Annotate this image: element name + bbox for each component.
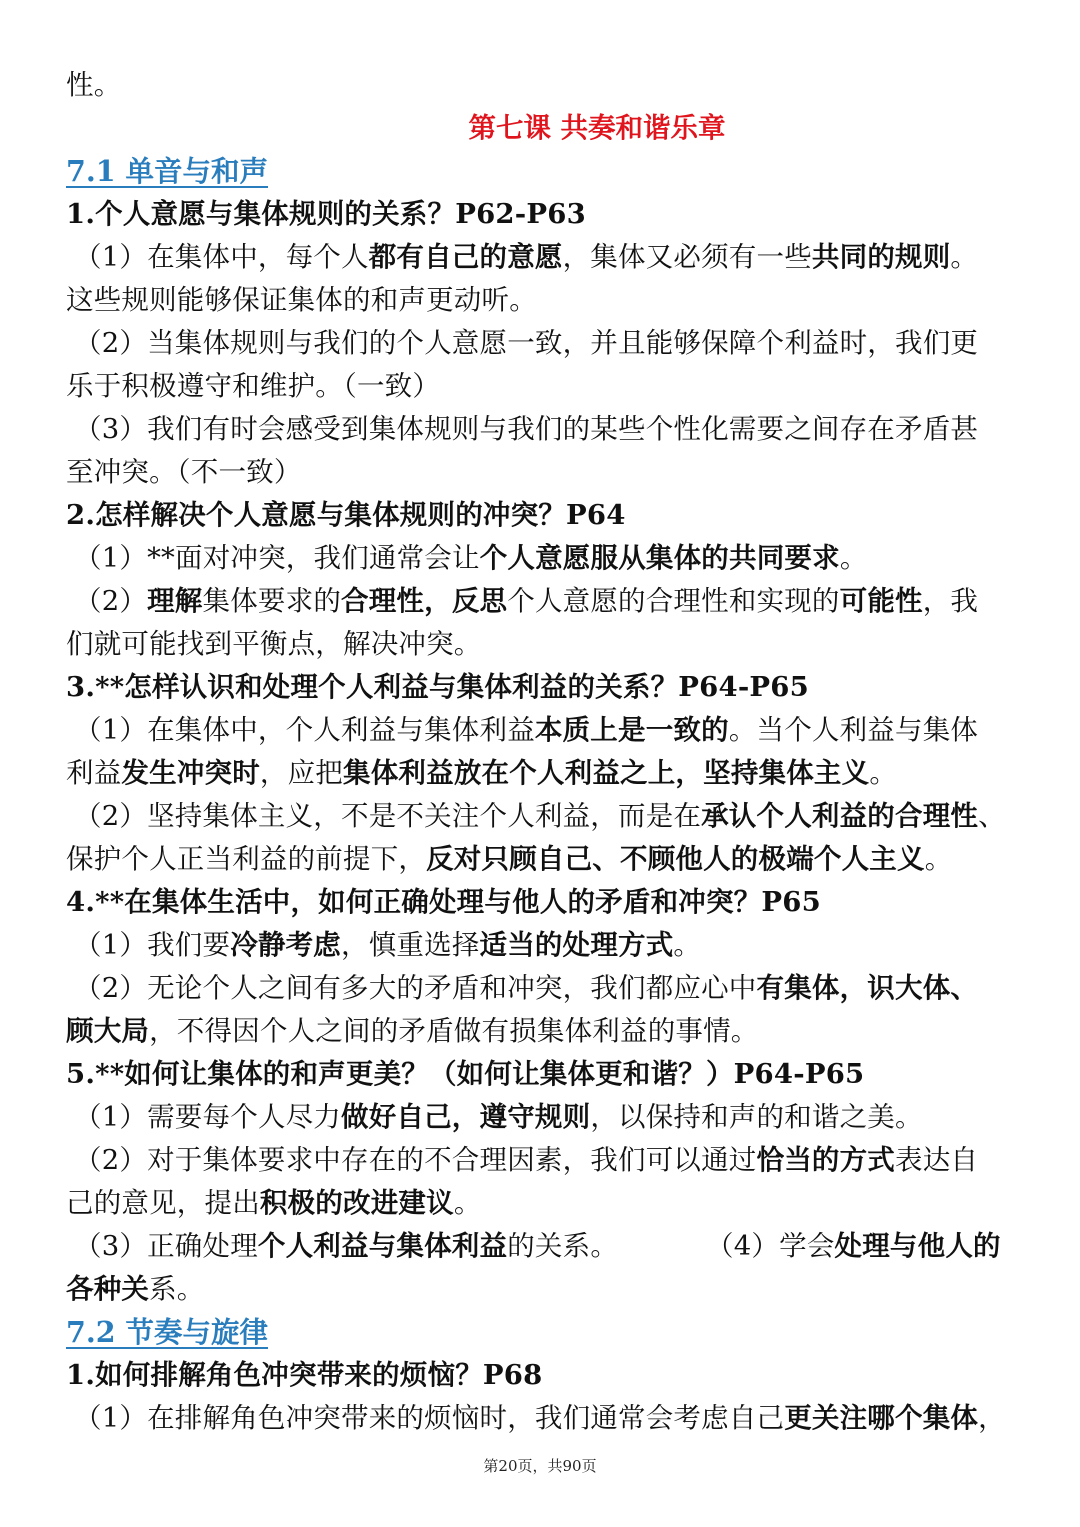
text-span: （1）需要每个人尽力 xyxy=(74,1101,341,1133)
text-line: 至冲突。（不一致） xyxy=(66,456,302,488)
text-span: ， xyxy=(978,1402,1006,1434)
text-span: （1）我们要 xyxy=(74,929,231,961)
bold-phrase: 共同的规则 xyxy=(811,241,951,273)
text-line xyxy=(66,752,1018,795)
text-span: 的关系。 xyxy=(507,1230,619,1262)
text-line: 们就可能找到平衡点，解决冲突。 xyxy=(66,628,482,660)
text-span: 。 xyxy=(869,757,898,789)
text-line xyxy=(66,580,1018,623)
text-line xyxy=(66,537,1018,580)
text-line xyxy=(66,1397,1018,1440)
text-line xyxy=(66,1139,1018,1182)
text-span: 系。 xyxy=(149,1273,205,1305)
text-span: （1）**面对冲突，我们通常会让 xyxy=(74,542,480,574)
text-span: （2）无论个人之间有多大的矛盾和冲突，我们都应心中 xyxy=(74,972,757,1004)
text-span: 个人意愿的合理性和实现的 xyxy=(507,585,840,617)
bold-phrase: 做好自己，遵守规则 xyxy=(341,1101,591,1133)
question-title: 3.**怎样认识和处理个人利益与集体利益的关系？P64-P65 xyxy=(66,671,809,703)
text-span: 。 xyxy=(673,929,702,961)
text-span: 、 xyxy=(978,800,1006,832)
text-span: 。 xyxy=(924,843,953,875)
text-span: 利益 xyxy=(66,757,122,789)
question-title: 1.个人意愿与集体规则的关系？P62-P63 xyxy=(66,198,586,230)
text-span: 表达自 xyxy=(895,1144,979,1176)
section-heading-7-2: 7.2 节奏与旋律 xyxy=(66,1315,269,1349)
page-number: 第20页，共90页 xyxy=(483,1457,597,1475)
text-span: （2） xyxy=(74,585,148,617)
bold-phrase: 合理性，反思 xyxy=(341,585,508,617)
text-span: （2）对于集体要求中存在的不合理因素，我们可以通过 xyxy=(74,1144,757,1176)
question-title: 1.如何排解角色冲突带来的烦恼？P68 xyxy=(66,1359,543,1391)
section-heading-7-1: 7.1 单音与和声 xyxy=(66,154,269,188)
text-span: （3）正确处理 xyxy=(74,1230,258,1262)
text-span: （1）在集体中，个人利益与集体利益 xyxy=(74,714,535,746)
text-line: 乐于积极遵守和维护。（一致） xyxy=(66,370,441,402)
text-span: ，不得因个人之间的矛盾做有损集体利益的事情。 xyxy=(149,1015,759,1047)
text-span: 集体要求的 xyxy=(202,585,342,617)
text-line xyxy=(66,1010,1018,1053)
text-span: ，集体又必须有一些 xyxy=(562,241,812,273)
bold-phrase: 都有自己的意愿 xyxy=(368,241,563,273)
text-span: 。 xyxy=(453,1187,482,1219)
bold-phrase: 发生冲突时 xyxy=(121,757,260,789)
bold-phrase: 顾大局 xyxy=(66,1015,150,1047)
lesson-title: 第七课 共奏和谐乐章 xyxy=(468,112,726,144)
text-span: 。 xyxy=(950,241,979,273)
bold-phrase: 有集体，识大体、 xyxy=(756,972,979,1004)
text-span: ，应把 xyxy=(259,757,344,789)
text-span: 。 xyxy=(839,542,868,574)
bold-phrase: 适当的处理方式 xyxy=(479,929,674,961)
text-line xyxy=(66,1268,1018,1311)
text-line: （2）当集体规则与我们的个人意愿一致，并且能够保障个利益时，我们更 xyxy=(74,327,979,359)
text-line xyxy=(66,236,1018,279)
text-span: （2）坚持集体主义，不是不关注个人利益，而是在 xyxy=(74,800,702,832)
text-span: （1）在集体中，每个人 xyxy=(74,241,369,273)
bold-phrase: 个人利益与集体利益 xyxy=(257,1230,508,1262)
text-line xyxy=(66,1182,1018,1225)
bold-phrase: 冷静考虑 xyxy=(230,929,342,961)
bold-phrase: 集体利益放在个人利益之上，坚持集体主义 xyxy=(343,757,870,789)
text-line: 这些规则能够保证集体的和声更动听。 xyxy=(66,284,537,316)
text-line xyxy=(66,838,1018,881)
text-span: ，我 xyxy=(922,585,979,617)
bold-phrase: 恰当的方式 xyxy=(756,1144,895,1176)
bold-phrase: 各种关 xyxy=(66,1273,150,1305)
bold-phrase: 积极的改进建议 xyxy=(259,1187,454,1219)
text-line: 性。 xyxy=(66,69,122,101)
text-span: （1）在排解角色冲突带来的烦恼时，我们通常会考虑自己 xyxy=(74,1402,785,1434)
question-title: 2.怎样解决个人意愿与集体规则的冲突？P64 xyxy=(66,499,626,531)
bold-phrase: 处理与他人的 xyxy=(834,1230,1001,1262)
text-span: ，以保持和声的和谐之美。 xyxy=(590,1101,923,1133)
text-line xyxy=(66,795,1018,838)
text-span: ，慎重选择 xyxy=(341,929,480,961)
bold-phrase: 本质上是一致的 xyxy=(534,714,729,746)
text-line xyxy=(66,1225,1018,1268)
text-span: 保护个人正当利益的前提下， xyxy=(66,843,427,875)
bold-phrase: 理解 xyxy=(147,585,203,617)
question-title: 4.**在集体生活中，如何正确处理与他人的矛盾和冲突？P65 xyxy=(66,886,821,918)
bold-phrase: 个人意愿服从集体的共同要求 xyxy=(479,542,840,574)
bold-phrase: 反对只顾自己、不顾他人的极端个人主义 xyxy=(426,843,925,875)
text-span: 。当个人利益与集体 xyxy=(728,714,979,746)
text-span: （4）学会 xyxy=(706,1230,835,1262)
text-line: （3）我们有时会感受到集体规则与我们的某些个性化需要之间存在矛盾甚 xyxy=(74,413,979,445)
question-title: 5.**如何让集体的和声更美？（如何让集体更和谐？）P64-P65 xyxy=(66,1058,865,1090)
text-line xyxy=(66,709,1018,752)
text-line xyxy=(66,924,1018,967)
bold-phrase: 可能性 xyxy=(839,585,923,617)
text-line xyxy=(66,967,1018,1010)
text-span: 己的意见，提出 xyxy=(66,1187,260,1219)
bold-phrase: 承认个人利益的合理性 xyxy=(701,800,979,832)
text-line xyxy=(66,1096,1018,1139)
bold-phrase: 更关注哪个集体 xyxy=(784,1402,979,1434)
document-body xyxy=(66,64,1018,1440)
